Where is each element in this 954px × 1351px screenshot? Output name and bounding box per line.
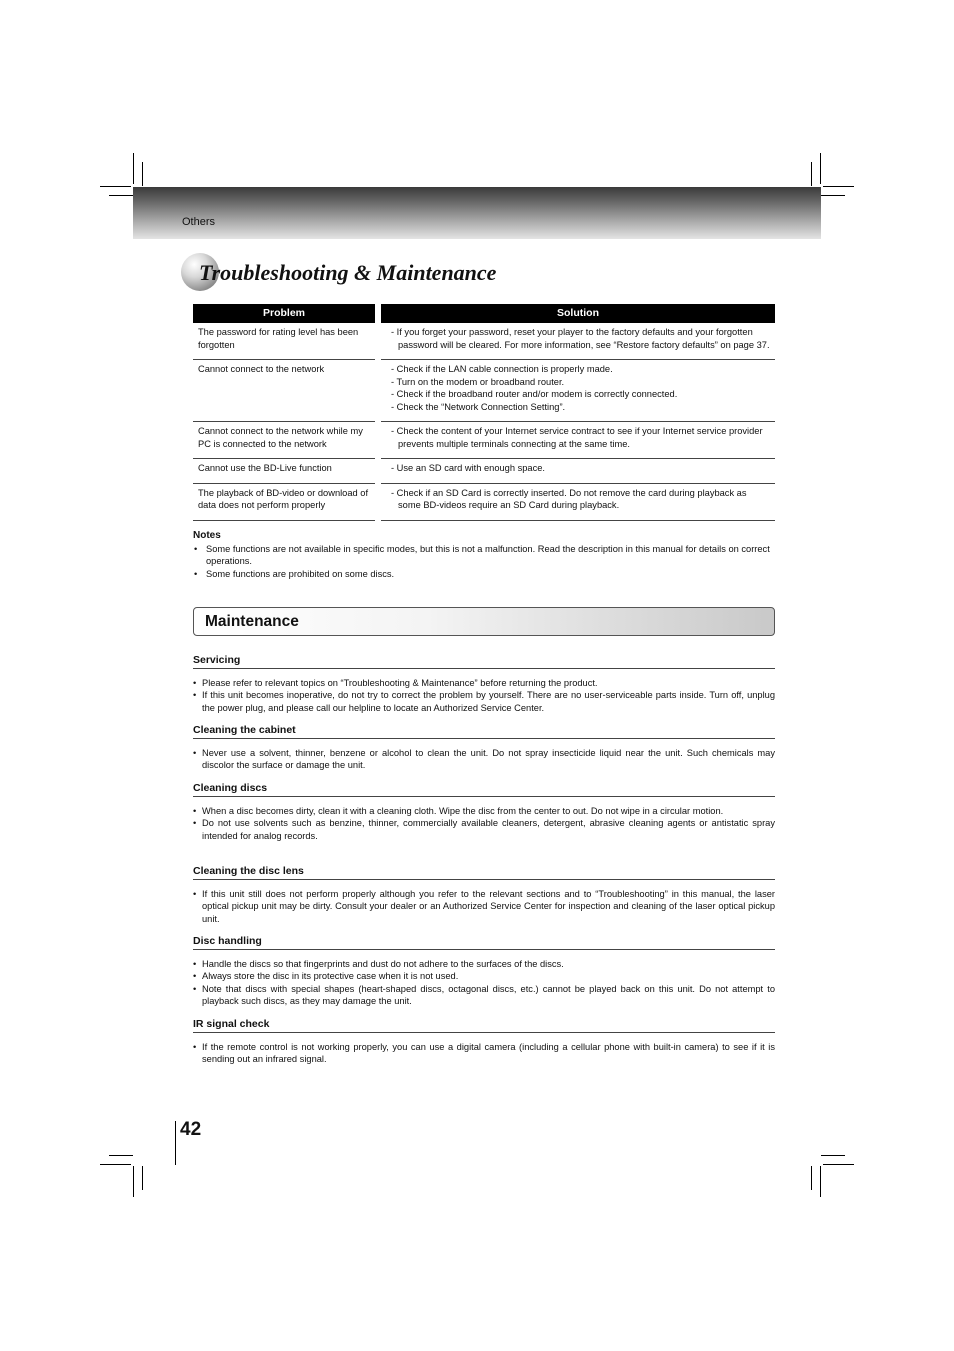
maintenance-section	[193, 1018, 775, 1066]
maintenance-section	[193, 782, 775, 842]
maintenance-list-item: • If the remote control is not working properly, you can use a digital camera (including a cellular phone with built-in camera) to see if it is sending out an infrared signal.	[193, 1041, 775, 1065]
maintenance-section	[193, 654, 775, 714]
solution-line: - If you forget your password, reset your player to the factory defaults and your forgotten password will be cleared. For more information, see “Restore factory defaults” on page 37.	[391, 327, 770, 350]
table-header-problem: Problem	[193, 304, 375, 323]
solution-cell	[381, 323, 775, 360]
note-item: • Some functions are prohibited on some discs.	[193, 568, 775, 581]
maintenance-section-heading: Cleaning the disc lens	[193, 865, 775, 880]
crop-mark	[820, 153, 821, 184]
maintenance-list-item: • Do not use solvents such as benzine, thinner, commercially available cleaners, detergent, abrasive cleaning agents or antistatic spray intended for analog records.	[193, 817, 775, 841]
table-row	[193, 422, 775, 459]
solution-line: - Check the content of your Internet service contract to see if your Internet service provider prevents multiple terminals connecting at the same time.	[391, 426, 763, 449]
problem-cell: Cannot use the BD-Live function	[193, 459, 375, 484]
maintenance-section	[193, 724, 775, 772]
maintenance-list-item: • Always store the disc in its protective case when it is not used.	[193, 970, 775, 982]
table-row	[193, 459, 775, 484]
troubleshooting-table	[193, 304, 775, 521]
maintenance-banner	[193, 607, 775, 636]
maintenance-list	[193, 888, 775, 925]
maintenance-section-heading: Servicing	[193, 654, 775, 669]
crop-mark	[100, 1164, 131, 1165]
table-header-solution: Solution	[381, 304, 775, 323]
solution-line: - Check if the broadband router and/or modem is correctly connected.	[391, 389, 678, 399]
maintenance-section-heading: IR signal check	[193, 1018, 775, 1033]
crop-mark	[142, 1166, 143, 1190]
solution-cell	[381, 484, 775, 521]
maintenance-title: Maintenance	[205, 613, 299, 630]
crop-mark	[820, 1166, 821, 1197]
problem-cell: The playback of BD-video or download of data does not perform properly	[193, 484, 375, 521]
solution-line: - Turn on the modem or broadband router.	[391, 376, 565, 387]
maintenance-list	[193, 1041, 775, 1065]
page-number: 42	[180, 1119, 202, 1140]
maintenance-list-item: • Note that discs with special shapes (heart-shaped discs, octagonal discs, etc.) cannot be played back on this unit. Do not attempt to playback such discs, as they may damage the unit.	[193, 983, 775, 1007]
problem-cell: Cannot connect to the network	[193, 360, 375, 422]
crop-mark	[823, 186, 854, 187]
maintenance-section	[193, 865, 775, 925]
maintenance-list	[193, 747, 775, 771]
maintenance-list-item: • If this unit becomes inoperative, do not try to correct the problem by yourself. There are no user-serviceable parts inside. Turn off, unplug the power plug, and please call our helpline to locate an Authorized Service Center.	[193, 689, 775, 713]
solution-line: - Check if an SD Card is correctly inserted. Do not remove the card during playback as some BD-videos require an SD Card during playback.	[391, 487, 747, 510]
page-title: Troubleshooting & Maintenance	[199, 260, 497, 285]
table-row	[193, 484, 775, 521]
maintenance-list	[193, 805, 775, 842]
table-body	[193, 323, 775, 521]
crop-mark	[811, 162, 812, 186]
notes-list	[193, 543, 775, 581]
crop-mark	[823, 1164, 854, 1165]
crop-mark	[109, 195, 133, 196]
maintenance-section-heading: Disc handling	[193, 935, 775, 950]
page-number-rule	[175, 1121, 176, 1165]
solution-cell	[381, 360, 775, 422]
crop-mark	[109, 1155, 133, 1156]
maintenance-section-heading: Cleaning discs	[193, 782, 775, 797]
header-band	[133, 187, 821, 239]
notes	[193, 530, 775, 580]
maintenance-list-item: • Handle the discs so that fingerprints and dust do not adhere to the surfaces of the discs.	[193, 958, 775, 970]
solution-line: - Check the “Network Connection Setting”.	[391, 401, 566, 412]
maintenance-list-item: • Never use a solvent, thinner, benzene or alcohol to clean the unit. Do not spray insecticide liquid near the unit. Such chemicals may discolor the surface or damage the unit.	[193, 747, 775, 771]
crop-mark	[133, 1166, 134, 1197]
maintenance-list	[193, 677, 775, 714]
crop-mark	[133, 153, 134, 184]
solution-cell	[381, 459, 775, 484]
table-row	[193, 360, 775, 422]
table-row	[193, 323, 775, 360]
solution-line: - Check if the LAN cable connection is properly made.	[391, 364, 613, 374]
maintenance-section-heading: Cleaning the cabinet	[193, 724, 775, 739]
maintenance-section	[193, 935, 775, 1007]
problem-cell: The password for rating level has been forgotten	[193, 323, 375, 360]
crop-mark	[821, 195, 845, 196]
note-item: • Some functions are not available in specific modes, but this is not a malfunction. Read the description in this manual for details on correct operations.	[193, 543, 775, 568]
maintenance-list-item: • When a disc becomes dirty, clean it with a cleaning cloth. Wipe the disc from the center to out. Do not wipe in a circular motion.	[193, 805, 775, 817]
section-label: Others	[182, 216, 216, 228]
crop-mark	[821, 1155, 845, 1156]
solution-line: - Use an SD card with enough space.	[391, 463, 545, 473]
crop-mark	[100, 186, 131, 187]
maintenance-list	[193, 958, 775, 1007]
maintenance-list-item: • Please refer to relevant topics on “Troubleshooting & Maintenance” before returning the product.	[193, 677, 775, 689]
solution-cell	[381, 422, 775, 459]
maintenance-list-item: • If this unit still does not perform properly although you refer to the relevant sections and to “Troubleshooting” in this manual, the laser optical pickup unit may be dirty. Consult your dealer or an Authorized Service Center for inspection and cleaning of the laser optical pickup unit.	[193, 888, 775, 925]
crop-mark	[142, 162, 143, 186]
notes-heading: Notes	[193, 530, 221, 541]
crop-mark	[811, 1166, 812, 1190]
problem-cell: Cannot connect to the network while my PC is connected to the network	[193, 422, 375, 459]
